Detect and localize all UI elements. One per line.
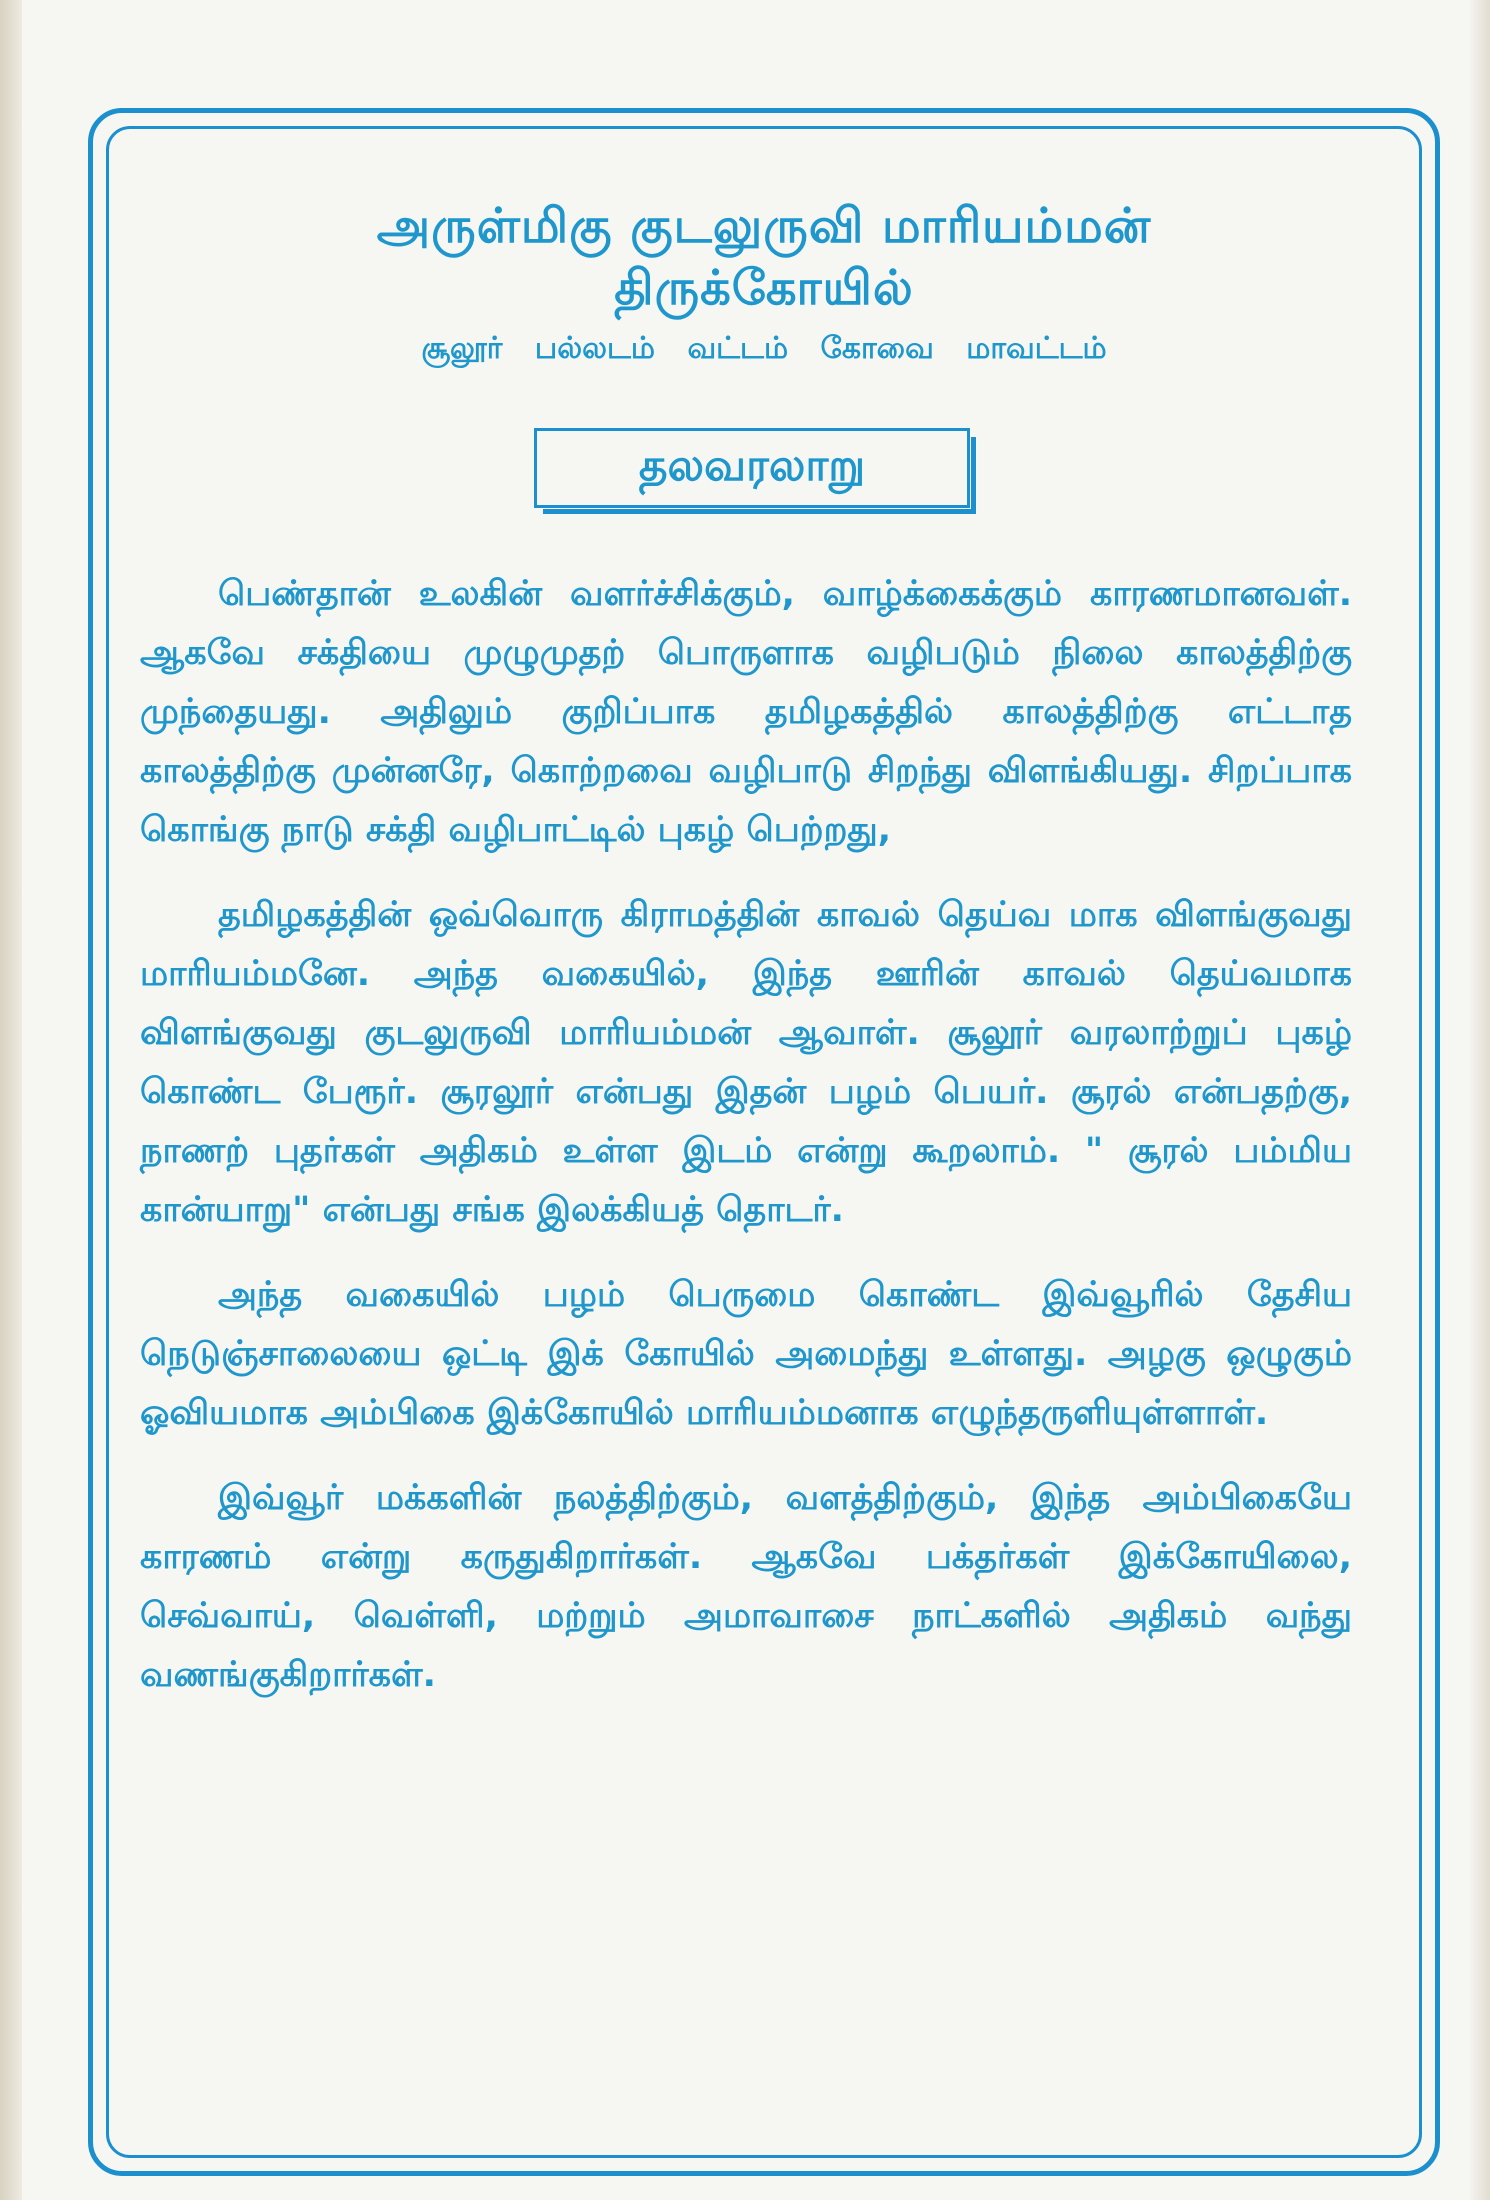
section-title: தலவரலாறு [638,439,866,491]
paragraph-1: பெண்தான் உலகின் வளர்ச்சிக்கும், வாழ்க்கைக்கும் காரணமானவள். ஆகவே சக்தியை முழுமுதற் பொருளாக வழிபடும் நிலை காலத்திற்கு முந்தையது. அதிலும் குறிப்பாக தமிழகத்தில் காலத்திற்கு எட்டாத காலத்திற்கு முன்னரே, கொற்றவை வழிபாடு சிறந்து விளங்கியது. சிறப்பாக கொங்கு நாடு சக்தி வழிபாட்டில் புகழ் பெற்றது, [140,574,1352,850]
temple-header [106,195,1422,369]
temple-name: அருள்மிகு குடலுருவி மாரியம்மன் [376,198,1152,254]
paragraph-4: இவ்வூர் மக்களின் நலத்திற்கும், வளத்திற்கும், இந்த அம்பிகையே காரணம் என்று கருதுகிறார்கள். ஆகவே பக்தர்கள் இக்கோயிலை, செவ்வாய், வெள்ளி, மற்றும் அமாவாசை நாட்களில் அதிகம் வந்து வணங்குகிறார்கள். [140,1478,1352,1695]
page-edge-right [1470,0,1490,2200]
temple-title-suffix: திருக்கோயில் [614,260,914,316]
history-text [140,565,1352,1705]
page-edge-left [0,0,22,2200]
temple-location: சூலூர் பல்லடம் வட்டம் கோவை மாவட்டம் [421,331,1107,366]
section-title-box [534,428,970,508]
paragraph-2: தமிழகத்தின் ஒவ்வொரு கிராமத்தின் காவல் தெய்வ மாக விளங்குவது மாரியம்மனே. அந்த வகையில், இந்த ஊரின் காவல் தெய்வமாக விளங்குவது குடலுருவி மாரியம்மன் ஆவாள். சூலூர் வரலாற்றுப் புகழ் கொண்ட பேரூர். சூரலூர் என்பது இதன் பழம் பெயர். சூரல் என்பதற்கு, நாணற் புதர்கள் அதிகம் உள்ள இடம் என்று கூறலாம். " சூரல் பம்மிய கான்யாறு" என்பது சங்க இலக்கியத் தொடர். [140,895,1352,1230]
paragraph-3: அந்த வகையில் பழம் பெருமை கொண்ட இவ்வூரில் தேசிய நெடுஞ்சாலையை ஒட்டி இக் கோயில் அமைந்து உள்ளது. அழகு ஒழுகும் ஓவியமாக அம்பிகை இக்கோயில் மாரியம்மனாக எழுந்தருளியுள்ளாள். [140,1275,1352,1433]
